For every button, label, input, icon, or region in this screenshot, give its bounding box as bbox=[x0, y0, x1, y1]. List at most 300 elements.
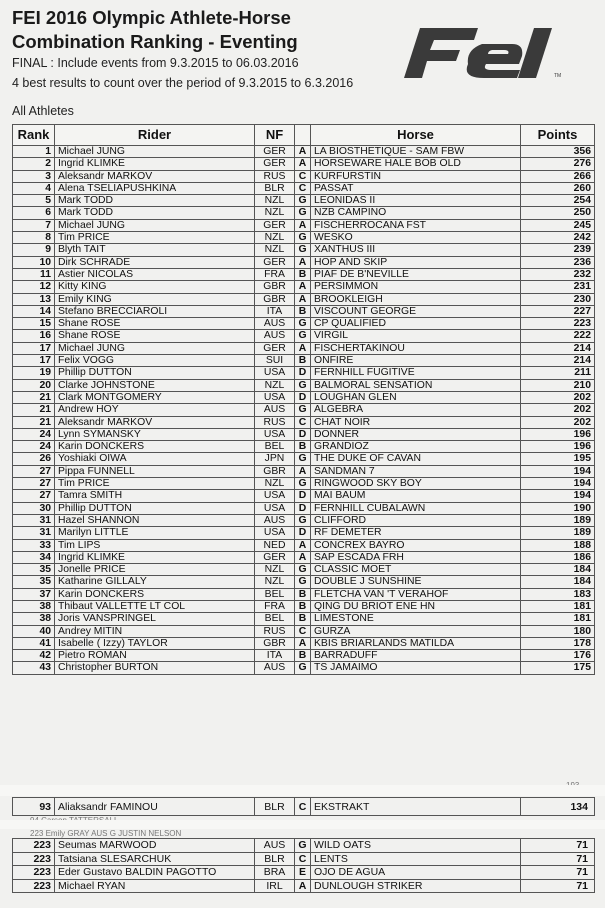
section-label: All Athletes bbox=[12, 104, 74, 118]
title-line-1: FEI 2016 Olympic Athlete-Horse bbox=[12, 7, 291, 28]
nf-cell: NZL bbox=[255, 244, 295, 256]
rider-cell: Ingrid KLIMKE bbox=[55, 158, 255, 170]
category-cell: B bbox=[295, 441, 311, 453]
col-rider-header: Rider bbox=[55, 125, 255, 146]
rank-cell: 21 bbox=[13, 404, 55, 416]
rider-cell: Tamra SMITH bbox=[55, 490, 255, 502]
ranking-table bbox=[12, 124, 595, 675]
table-row bbox=[13, 158, 595, 170]
horse-cell: CHAT NOIR bbox=[311, 416, 521, 428]
category-cell: A bbox=[295, 293, 311, 305]
points-cell: 180 bbox=[521, 625, 595, 637]
horse-cell: GURZA bbox=[311, 625, 521, 637]
category-cell: G bbox=[295, 195, 311, 207]
horse-cell: DUNLOUGH STRIKER bbox=[311, 879, 521, 893]
rank-cell: 93 bbox=[13, 798, 55, 816]
table-row bbox=[13, 527, 595, 539]
page-cut-gap bbox=[0, 785, 605, 796]
points-cell: 176 bbox=[521, 650, 595, 662]
rider-cell: Stefano BRECCIAROLI bbox=[55, 305, 255, 317]
category-cell: G bbox=[295, 839, 311, 853]
table-row bbox=[13, 281, 595, 293]
rider-cell: Alena TSELIAPUSHKINA bbox=[55, 182, 255, 194]
category-cell: C bbox=[295, 170, 311, 182]
horse-cell: CP QUALIFIED bbox=[311, 318, 521, 330]
table-row bbox=[13, 232, 595, 244]
points-cell: 71 bbox=[521, 839, 595, 853]
nf-cell: USA bbox=[255, 428, 295, 440]
count-note: 4 best results to count over the period of 9.3.2015 to 6.3.2016 bbox=[12, 76, 354, 90]
nf-cell: BEL bbox=[255, 613, 295, 625]
table-row bbox=[13, 839, 595, 853]
rider-cell: Shane ROSE bbox=[55, 330, 255, 342]
nf-cell: AUS bbox=[255, 839, 295, 853]
rank-cell: 223 bbox=[13, 866, 55, 880]
points-cell: 266 bbox=[521, 170, 595, 182]
points-cell: 223 bbox=[521, 318, 595, 330]
points-cell: 189 bbox=[521, 514, 595, 526]
nf-cell: AUS bbox=[255, 330, 295, 342]
rank-cell: 27 bbox=[13, 478, 55, 490]
horse-cell: PERSIMMON bbox=[311, 281, 521, 293]
rank-cell: 4 bbox=[13, 182, 55, 194]
fei-logo bbox=[396, 22, 574, 80]
category-cell: G bbox=[295, 379, 311, 391]
rank-cell: 38 bbox=[13, 613, 55, 625]
points-cell: 194 bbox=[521, 465, 595, 477]
rank-cell: 11 bbox=[13, 268, 55, 280]
category-cell: G bbox=[295, 576, 311, 588]
table-row bbox=[13, 379, 595, 391]
rider-cell: Karin DONCKERS bbox=[55, 588, 255, 600]
fei-logo-mark bbox=[404, 28, 552, 78]
rider-cell: Ingrid KLIMKE bbox=[55, 551, 255, 563]
points-cell: 178 bbox=[521, 637, 595, 649]
horse-cell: FISCHERTAKINOU bbox=[311, 342, 521, 354]
rank-cell: 33 bbox=[13, 539, 55, 551]
points-cell: 250 bbox=[521, 207, 595, 219]
rider-cell: Blyth TAIT bbox=[55, 244, 255, 256]
points-cell: 236 bbox=[521, 256, 595, 268]
horse-cell: DOUBLE J SUNSHINE bbox=[311, 576, 521, 588]
nf-cell: USA bbox=[255, 527, 295, 539]
horse-cell: GRANDIOZ bbox=[311, 441, 521, 453]
nf-cell: ITA bbox=[255, 650, 295, 662]
nf-cell: GER bbox=[255, 342, 295, 354]
nf-cell: GBR bbox=[255, 465, 295, 477]
category-cell: D bbox=[295, 502, 311, 514]
horse-cell: KBIS BRIARLANDS MATILDA bbox=[311, 637, 521, 649]
rider-cell: Phillip DUTTON bbox=[55, 502, 255, 514]
rank-cell: 40 bbox=[13, 625, 55, 637]
horse-cell: FERNHILL CUBALAWN bbox=[311, 502, 521, 514]
points-cell: 356 bbox=[521, 146, 595, 158]
points-cell: 276 bbox=[521, 158, 595, 170]
horse-cell: CLASSIC MOET bbox=[311, 564, 521, 576]
rider-cell: Aliaksandr FAMINOU bbox=[55, 798, 255, 816]
table-row bbox=[13, 637, 595, 649]
category-cell: G bbox=[295, 514, 311, 526]
table-row bbox=[13, 551, 595, 563]
table-row bbox=[13, 404, 595, 416]
nf-cell: BEL bbox=[255, 441, 295, 453]
horse-cell: THE DUKE OF CAVAN bbox=[311, 453, 521, 465]
horse-cell: WILD OATS bbox=[311, 839, 521, 853]
rank-cell: 5 bbox=[13, 195, 55, 207]
rank-cell: 17 bbox=[13, 355, 55, 367]
rank-cell: 41 bbox=[13, 637, 55, 649]
points-cell: 71 bbox=[521, 879, 595, 893]
category-cell: G bbox=[295, 564, 311, 576]
rider-cell: Thibaut VALLETTE LT COL bbox=[55, 600, 255, 612]
table-row bbox=[13, 866, 595, 880]
table-row bbox=[13, 244, 595, 256]
horse-cell: PASSAT bbox=[311, 182, 521, 194]
rank-cell: 13 bbox=[13, 293, 55, 305]
horse-cell: LIMESTONE bbox=[311, 613, 521, 625]
table-row bbox=[13, 613, 595, 625]
nf-cell: NZL bbox=[255, 195, 295, 207]
points-cell: 231 bbox=[521, 281, 595, 293]
category-cell: G bbox=[295, 478, 311, 490]
points-cell: 190 bbox=[521, 502, 595, 514]
nf-cell: GBR bbox=[255, 293, 295, 305]
category-cell: A bbox=[295, 158, 311, 170]
rider-cell: Michael JUNG bbox=[55, 219, 255, 231]
rider-cell: Pietro ROMAN bbox=[55, 650, 255, 662]
nf-cell: JPN bbox=[255, 453, 295, 465]
nf-cell: NZL bbox=[255, 564, 295, 576]
horse-cell: LEONIDAS II bbox=[311, 195, 521, 207]
category-cell: D bbox=[295, 367, 311, 379]
rank-cell: 30 bbox=[13, 502, 55, 514]
nf-cell: NZL bbox=[255, 379, 295, 391]
middle-row-strip bbox=[12, 797, 595, 816]
rank-cell: 24 bbox=[13, 441, 55, 453]
col-nf-header: NF bbox=[255, 125, 295, 146]
rider-cell: Lynn SYMANSKY bbox=[55, 428, 255, 440]
nf-cell: FRA bbox=[255, 268, 295, 280]
horse-cell: NZB CAMPINO bbox=[311, 207, 521, 219]
col-horse-header: Horse bbox=[311, 125, 521, 146]
category-cell: G bbox=[295, 453, 311, 465]
nf-cell: GBR bbox=[255, 637, 295, 649]
rider-cell: Mark TODD bbox=[55, 207, 255, 219]
rank-cell: 26 bbox=[13, 453, 55, 465]
table-row bbox=[13, 256, 595, 268]
table-row bbox=[13, 391, 595, 403]
rider-cell: Michael RYAN bbox=[55, 879, 255, 893]
horse-cell: WESKO bbox=[311, 232, 521, 244]
rider-cell: Andrew HOY bbox=[55, 404, 255, 416]
horse-cell: FERNHILL FUGITIVE bbox=[311, 367, 521, 379]
table-row bbox=[13, 305, 595, 317]
nf-cell: RUS bbox=[255, 170, 295, 182]
table-row bbox=[13, 798, 595, 816]
horse-cell: HOP AND SKIP bbox=[311, 256, 521, 268]
category-cell: B bbox=[295, 613, 311, 625]
table-row bbox=[13, 342, 595, 354]
points-cell: 71 bbox=[521, 852, 595, 866]
rider-cell: Eder Gustavo BALDIN PAGOTTO bbox=[55, 866, 255, 880]
category-cell: B bbox=[295, 650, 311, 662]
nf-cell: FRA bbox=[255, 600, 295, 612]
points-cell: 175 bbox=[521, 662, 595, 674]
nf-cell: BLR bbox=[255, 852, 295, 866]
rider-cell: Tim LIPS bbox=[55, 539, 255, 551]
rider-cell: Yoshiaki OIWA bbox=[55, 453, 255, 465]
page-cut-gap-2 bbox=[0, 820, 605, 829]
table-row bbox=[13, 355, 595, 367]
category-cell: G bbox=[295, 330, 311, 342]
rank-cell: 7 bbox=[13, 219, 55, 231]
rider-cell: Felix VOGG bbox=[55, 355, 255, 367]
horse-cell: LOUGHAN GLEN bbox=[311, 391, 521, 403]
rank-cell: 38 bbox=[13, 600, 55, 612]
points-cell: 227 bbox=[521, 305, 595, 317]
horse-cell: XANTHUS III bbox=[311, 244, 521, 256]
rider-cell: Jonelle PRICE bbox=[55, 564, 255, 576]
rank-cell: 15 bbox=[13, 318, 55, 330]
table-row bbox=[13, 453, 595, 465]
points-cell: 214 bbox=[521, 355, 595, 367]
rider-cell: Clarke JOHNSTONE bbox=[55, 379, 255, 391]
points-cell: 184 bbox=[521, 576, 595, 588]
rank-cell: 10 bbox=[13, 256, 55, 268]
table-row bbox=[13, 564, 595, 576]
table-row bbox=[13, 662, 595, 674]
rank-cell: 31 bbox=[13, 527, 55, 539]
points-cell: 196 bbox=[521, 428, 595, 440]
table-row bbox=[13, 465, 595, 477]
horse-cell: VISCOUNT GEORGE bbox=[311, 305, 521, 317]
category-cell: A bbox=[295, 342, 311, 354]
rider-cell: Katharine GILLALY bbox=[55, 576, 255, 588]
category-cell: D bbox=[295, 490, 311, 502]
points-cell: 184 bbox=[521, 564, 595, 576]
rider-cell: Michael JUNG bbox=[55, 342, 255, 354]
rider-cell: Dirk SCHRADE bbox=[55, 256, 255, 268]
rider-cell: Emily KING bbox=[55, 293, 255, 305]
horse-cell: HORSEWARE HALE BOB OLD bbox=[311, 158, 521, 170]
rank-cell: 9 bbox=[13, 244, 55, 256]
category-cell: E bbox=[295, 866, 311, 880]
points-cell: 232 bbox=[521, 268, 595, 280]
category-cell: A bbox=[295, 539, 311, 551]
rider-cell: Isabelle ( Izzy) TAYLOR bbox=[55, 637, 255, 649]
table-row bbox=[13, 182, 595, 194]
fei-logo-tm: TM bbox=[554, 73, 562, 79]
table-row bbox=[13, 219, 595, 231]
category-cell: G bbox=[295, 404, 311, 416]
table-row bbox=[13, 514, 595, 526]
nf-cell: BRA bbox=[255, 866, 295, 880]
horse-cell: ONFIRE bbox=[311, 355, 521, 367]
table-row bbox=[13, 490, 595, 502]
col-rank-header: Rank bbox=[13, 125, 55, 146]
category-cell: A bbox=[295, 879, 311, 893]
nf-cell: NED bbox=[255, 539, 295, 551]
category-cell: D bbox=[295, 527, 311, 539]
nf-cell: RUS bbox=[255, 625, 295, 637]
rank-cell: 12 bbox=[13, 281, 55, 293]
category-cell: G bbox=[295, 318, 311, 330]
nf-cell: NZL bbox=[255, 232, 295, 244]
horse-cell: LENTS bbox=[311, 852, 521, 866]
table-row bbox=[13, 318, 595, 330]
rank-cell: 34 bbox=[13, 551, 55, 563]
points-cell: 186 bbox=[521, 551, 595, 563]
rider-cell: Mark TODD bbox=[55, 195, 255, 207]
horse-cell: CLIFFORD bbox=[311, 514, 521, 526]
category-cell: B bbox=[295, 600, 311, 612]
category-cell: C bbox=[295, 182, 311, 194]
rank-cell: 27 bbox=[13, 490, 55, 502]
rider-cell: Kitty KING bbox=[55, 281, 255, 293]
horse-cell: CONCREX BAYRO bbox=[311, 539, 521, 551]
points-cell: 194 bbox=[521, 478, 595, 490]
table-row bbox=[13, 625, 595, 637]
rank-cell: 6 bbox=[13, 207, 55, 219]
horse-cell: BARRADUFF bbox=[311, 650, 521, 662]
rank-cell: 20 bbox=[13, 379, 55, 391]
rider-cell: Christopher BURTON bbox=[55, 662, 255, 674]
rank-cell: 24 bbox=[13, 428, 55, 440]
points-cell: 181 bbox=[521, 600, 595, 612]
nf-cell: USA bbox=[255, 391, 295, 403]
category-cell: C bbox=[295, 798, 311, 816]
category-cell: C bbox=[295, 852, 311, 866]
table-row bbox=[13, 879, 595, 893]
nf-cell: GER bbox=[255, 551, 295, 563]
rider-cell: Phillip DUTTON bbox=[55, 367, 255, 379]
table-row bbox=[13, 502, 595, 514]
nf-cell: BLR bbox=[255, 182, 295, 194]
table-row bbox=[13, 195, 595, 207]
rank-cell: 31 bbox=[13, 514, 55, 526]
category-cell: A bbox=[295, 256, 311, 268]
points-cell: 181 bbox=[521, 613, 595, 625]
points-cell: 242 bbox=[521, 232, 595, 244]
table-row bbox=[13, 428, 595, 440]
category-cell: A bbox=[295, 551, 311, 563]
rank-cell: 43 bbox=[13, 662, 55, 674]
points-cell: 195 bbox=[521, 453, 595, 465]
rank-cell: 27 bbox=[13, 465, 55, 477]
rider-cell: Karin DONCKERS bbox=[55, 441, 255, 453]
category-cell: C bbox=[295, 625, 311, 637]
category-cell: B bbox=[295, 305, 311, 317]
rank-cell: 16 bbox=[13, 330, 55, 342]
nf-cell: AUS bbox=[255, 404, 295, 416]
nf-cell: AUS bbox=[255, 514, 295, 526]
table-row bbox=[13, 852, 595, 866]
nf-cell: AUS bbox=[255, 662, 295, 674]
category-cell: G bbox=[295, 662, 311, 674]
rank-cell: 1 bbox=[13, 146, 55, 158]
rank-cell: 8 bbox=[13, 232, 55, 244]
rank-cell: 2 bbox=[13, 158, 55, 170]
table-row bbox=[13, 146, 595, 158]
horse-cell: BALMORAL SENSATION bbox=[311, 379, 521, 391]
rank-cell: 223 bbox=[13, 839, 55, 853]
horse-cell: RF DEMETER bbox=[311, 527, 521, 539]
nf-cell: NZL bbox=[255, 207, 295, 219]
horse-cell: QING DU BRIOT ENE HN bbox=[311, 600, 521, 612]
horse-cell: KURFURSTIN bbox=[311, 170, 521, 182]
points-cell: 260 bbox=[521, 182, 595, 194]
points-cell: 71 bbox=[521, 866, 595, 880]
table-row bbox=[13, 588, 595, 600]
nf-cell: NZL bbox=[255, 576, 295, 588]
bottom-table-body bbox=[13, 839, 595, 893]
nf-cell: BEL bbox=[255, 588, 295, 600]
category-cell: C bbox=[295, 416, 311, 428]
category-cell: B bbox=[295, 355, 311, 367]
rank-cell: 223 bbox=[13, 879, 55, 893]
category-cell: A bbox=[295, 637, 311, 649]
horse-cell: FLETCHA VAN 'T VERAHOF bbox=[311, 588, 521, 600]
nf-cell: USA bbox=[255, 502, 295, 514]
nf-cell: USA bbox=[255, 367, 295, 379]
table-row bbox=[13, 170, 595, 182]
rider-cell: Shane ROSE bbox=[55, 318, 255, 330]
table-row bbox=[13, 367, 595, 379]
category-cell: D bbox=[295, 391, 311, 403]
category-cell: B bbox=[295, 588, 311, 600]
points-cell: 188 bbox=[521, 539, 595, 551]
category-cell: G bbox=[295, 244, 311, 256]
rank-cell: 3 bbox=[13, 170, 55, 182]
nf-cell: BLR bbox=[255, 798, 295, 816]
rider-cell: Andrey MITIN bbox=[55, 625, 255, 637]
rider-cell: Aleksandr MARKOV bbox=[55, 416, 255, 428]
horse-cell: PIAF DE B'NEVILLE bbox=[311, 268, 521, 280]
table-header-row bbox=[13, 125, 595, 146]
rank-cell: 42 bbox=[13, 650, 55, 662]
nf-cell: ITA bbox=[255, 305, 295, 317]
points-cell: 230 bbox=[521, 293, 595, 305]
points-cell: 134 bbox=[521, 798, 595, 816]
horse-cell: BROOKLEIGH bbox=[311, 293, 521, 305]
table-body bbox=[13, 146, 595, 675]
horse-cell: LA BIOSTHETIQUE - SAM FBW bbox=[311, 146, 521, 158]
cut-row-fragment-2: 223 Emily GRAY AUS G JUSTIN NELSON bbox=[30, 829, 182, 838]
points-cell: 239 bbox=[521, 244, 595, 256]
category-cell: G bbox=[295, 207, 311, 219]
rider-cell: Tatsiana SLESARCHUK bbox=[55, 852, 255, 866]
table-row bbox=[13, 293, 595, 305]
points-cell: 202 bbox=[521, 391, 595, 403]
rank-cell: 19 bbox=[13, 367, 55, 379]
rider-cell: Astier NICOLAS bbox=[55, 268, 255, 280]
nf-cell: GER bbox=[255, 146, 295, 158]
rank-cell: 17 bbox=[13, 342, 55, 354]
points-cell: 211 bbox=[521, 367, 595, 379]
col-points-header: Points bbox=[521, 125, 595, 146]
nf-cell: AUS bbox=[255, 318, 295, 330]
table-row bbox=[13, 330, 595, 342]
category-cell: A bbox=[295, 281, 311, 293]
category-cell: A bbox=[295, 465, 311, 477]
points-cell: 202 bbox=[521, 416, 595, 428]
table-row bbox=[13, 539, 595, 551]
nf-cell: IRL bbox=[255, 879, 295, 893]
rank-cell: 14 bbox=[13, 305, 55, 317]
points-cell: 245 bbox=[521, 219, 595, 231]
horse-cell: MAI BAUM bbox=[311, 490, 521, 502]
horse-cell: SANDMAN 7 bbox=[311, 465, 521, 477]
